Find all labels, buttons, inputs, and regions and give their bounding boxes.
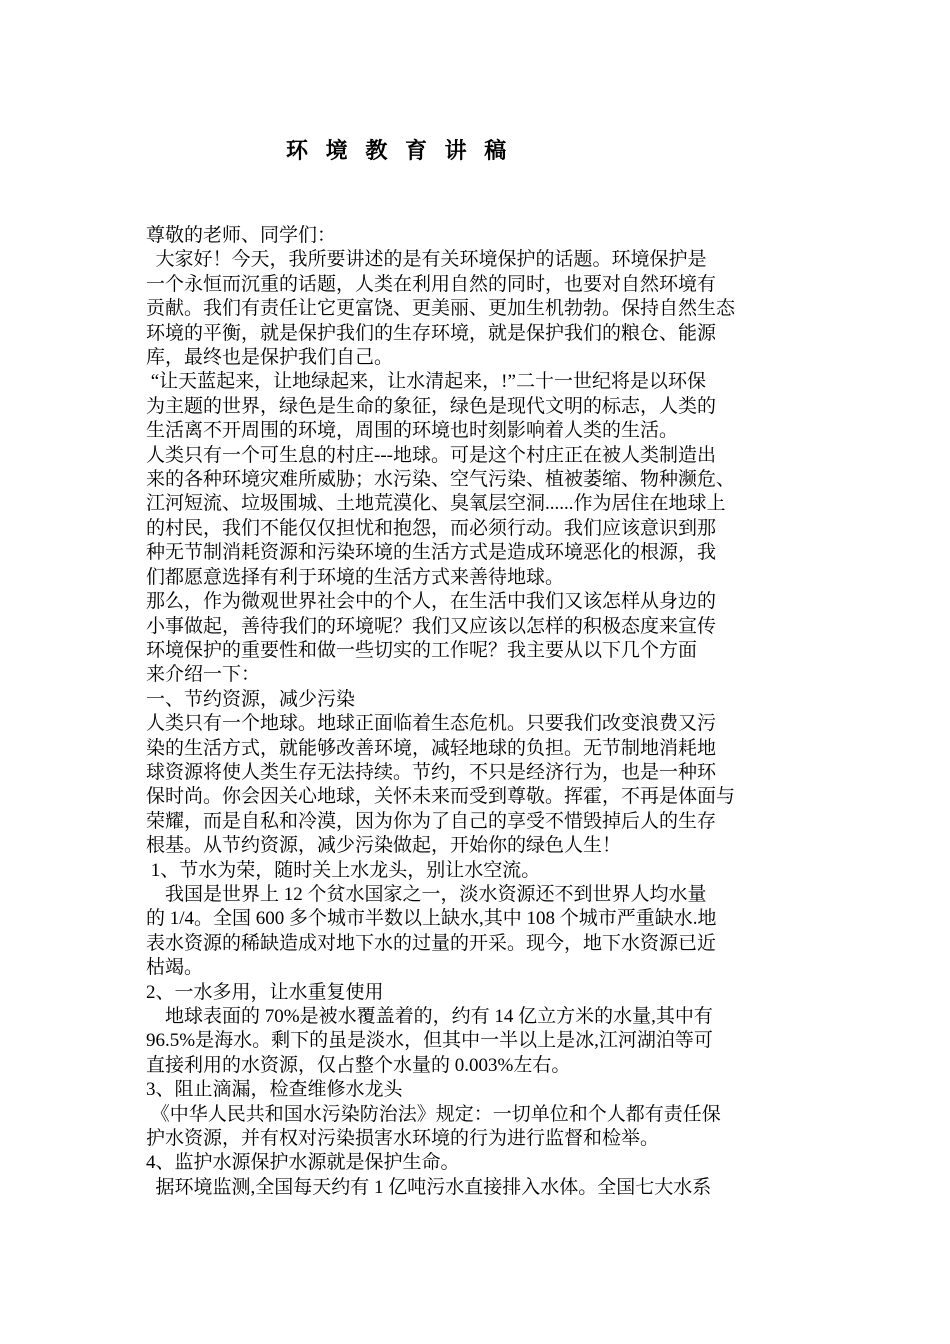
body-line: 表水资源的稀缺造成对地下水的过量的开采。现今，地下水资源已近: [146, 932, 717, 954]
body-line: 尊敬的老师、同学们：: [146, 225, 337, 246]
body-line: 1、节水为荣，随时关上水龙头，别让水空流。: [146, 859, 541, 881]
body-line: 球资源将使人类生存无法持续。节约，不只是经济行为，也是一种环: [146, 761, 717, 783]
body-line: 小事做起，善待我们的环境呢？我们又应该以怎样的积极态度来宣传: [146, 615, 717, 637]
body-line: “让天蓝起来，让地绿起来，让水清起来，!”二十一世纪将是以环保: [146, 371, 706, 393]
body-line: 根基。从节约资源，减少污染做起，开始你的绿色人生！: [146, 835, 622, 857]
document-title: 环 境 教 育 讲 稿: [286, 138, 512, 164]
body-line: 《中华人民共和国水污染防治法》规定：一切单位和个人都有责任保: [146, 1103, 721, 1125]
body-line: 我国是世界上 12 个贫水国家之一，淡水资源还不到世界人均水量: [146, 883, 707, 905]
body-line: 种无节制消耗资源和污染环境的生活方式是造成环境恶化的根源，我: [146, 542, 717, 564]
body-line: 4、监护水源保护水源就是保护生命。: [146, 1152, 460, 1174]
body-line: 环境保护的重要性和做一些切实的工作呢？我主要从以下几个方面: [146, 639, 698, 661]
body-line: 据环境监测,全国每天约有 1 亿吨污水直接排入水体。全国七大水系: [146, 1176, 712, 1198]
body-line: 枯竭。: [146, 957, 204, 979]
body-line: 库，最终也是保护我们自己。: [146, 347, 394, 369]
body-line: 直接利用的水资源，仅占整个水量的 0.003%左右。: [146, 1054, 571, 1076]
body-line: 来的各种环境灾难所威胁；水污染、空气污染、植被萎缩、物种濒危、: [146, 469, 736, 491]
body-line: 地球表面的 70%是被水覆盖着的，约有 14 亿立方米的水量,其中有: [146, 1006, 713, 1027]
body-line: 3、阻止滴漏，检查维修水龙头: [146, 1079, 403, 1101]
body-line: 的 1/4。全国 600 多个城市半数以上缺水,其中 108 个城市严重缺水.地: [146, 908, 717, 930]
body-line: 2、一水多用，让水重复使用: [146, 981, 384, 1003]
body-line: 们都愿意选择有利于环境的生活方式来善待地球。: [146, 566, 565, 588]
body-line: 一、节约资源，减少污染: [146, 688, 356, 710]
body-line: 环境的平衡，就是保护我们的生存环境，就是保护我们的粮仓、能源: [146, 322, 717, 344]
body-line: 那么，作为微观世界社会中的个人，在生活中我们又该怎样从身边的: [146, 591, 717, 613]
body-line: 人类只有一个可生息的村庄---地球。可是这个村庄正在被人类制造出: [146, 444, 716, 466]
body-line: 生活离不开周围的环境，周围的环境也时刻影响着人类的生活。: [146, 420, 679, 442]
body-line: 江河短流、垃圾围城、土地荒漠化、臭氧层空洞......作为居住在地球上: [146, 493, 726, 515]
body-line: 护水资源，并有权对污染损害水环境的行为进行监督和检举。: [146, 1128, 660, 1150]
body-line: 荣耀，而是自私和冷漠，因为你为了自己的享受不惜毁掉后人的生存: [146, 810, 717, 832]
document-body: [146, 224, 816, 1200]
body-line: 染的生活方式，就能够改善环境，减轻地球的负担。无节制地消耗地: [146, 737, 717, 759]
body-line: 贡献。我们有责任让它更富饶、更美丽、更加生机勃勃。保持自然生态: [146, 298, 736, 320]
body-line: 来介绍一下：: [146, 664, 261, 686]
body-line: 人类只有一个地球。地球正面临着生态危机。只要我们改变浪费又污: [146, 713, 717, 735]
body-line: 保时尚。你会因关心地球，关怀未来而受到尊敬。挥霍，不再是体面与: [146, 786, 736, 808]
body-line: 的村民，我们不能仅仅担忧和抱怨，而必须行动。我们应该意识到那: [146, 517, 717, 539]
body-line: 为主题的世界，绿色是生命的象征，绿色是现代文明的标志，人类的: [146, 395, 717, 417]
body-line: 大家好！今天，我所要讲述的是有关环境保护的话题。环境保护是: [146, 249, 707, 271]
body-line: 一个永恒而沉重的话题，人类在利用自然的同时，也要对自然环境有: [146, 273, 717, 295]
body-line: 96.5%是海水。剩下的虽是淡水，但其中一半以上是冰,江河湖泊等可: [146, 1030, 713, 1052]
